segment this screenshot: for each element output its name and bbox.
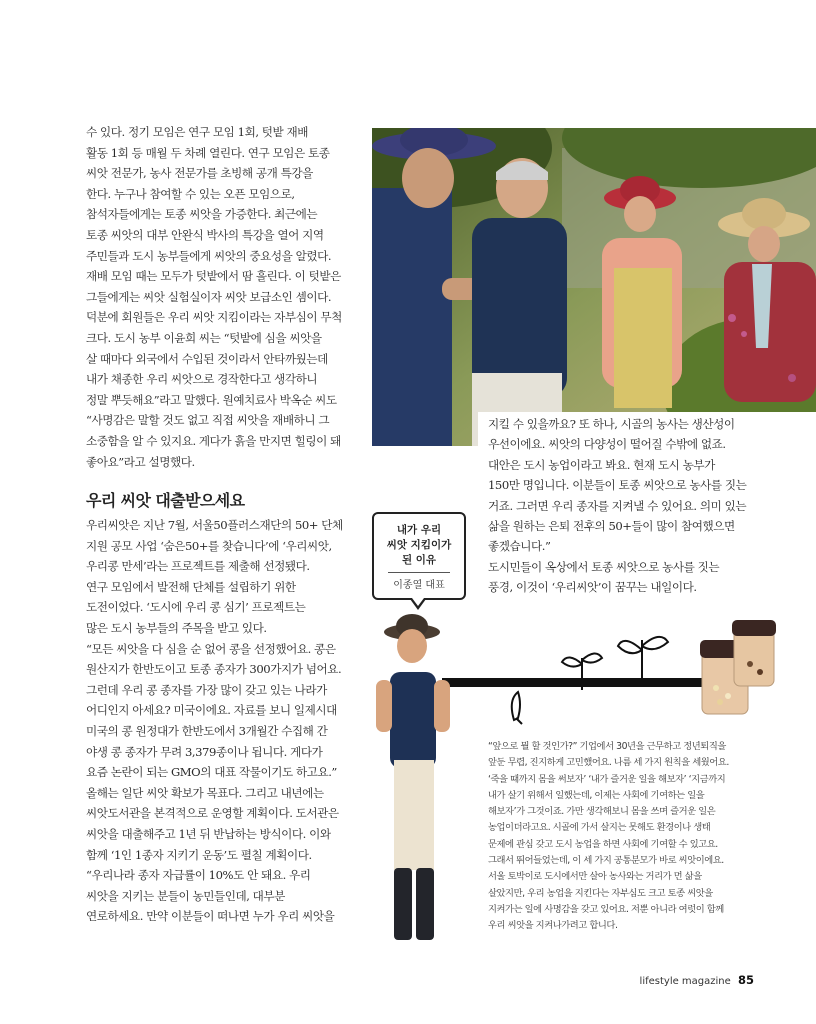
seedling-icon [618,637,668,678]
page-number: 85 [737,973,754,987]
article-paragraph-3: 지킬 수 있을까요? 또 하나, 시골의 농사는 생산성이 우선이에요. 씨앗의 다양성이 떨어질 수밖에 없죠. 대안은 도시 농업이라고 봐요. 현재 도시 농부가 150만 명입니다. 이분들이 토종 씨앗으로 농사를 짓는 거죠. 그러면 우리 종자를 지켜낼 수 있어요. 의미 있는 삶을 원하는 은퇴 전후의 50+들이 많이 참여했으면 좋겠습니다.” 도시민들이 옥상에서 토종 씨앗으로 농사를 짓는 풍경, 이것이 ‘우리씨앗’이 꿈꾸는 내일이다. [488,417,747,595]
seed-icon [512,692,522,724]
callout-bubble [372,512,466,600]
callout-title: 내가 우리 씨앗 지킴이가 된 이유 [386,524,452,566]
profile-photo-man [376,614,450,940]
magazine-name: lifestyle magazine [639,976,731,987]
article-paragraph-1: 수 있다. 정기 모임은 연구 모임 1회, 텃밭 재배 활동 1회 등 매월 두 차례 열린다. 연구 모임은 토종 씨앗 전문가, 농사 전문가를 초빙해 공개 특강을 한다. 누구나 참여할 수 있는 오픈 모임으로, 참석자들에게는 토종 씨앗을 가증한다. 최근에는 토종 씨앗의 대부 안완식 박사의 특강을 열어 지역 주민들과 도시 농부들에게 씨앗의 중요성을 알렸다. 재배 모임 때는 모두가 텃밭에서 땀 흘린다. 이 텃밭은 그들에게는 씨앗 실험실이자 씨앗 보급소인 셈이다. 덕분에 회원들은 우리 씨앗 지킴이라는 자부심이 무척 크다. 도시 농부 이윤희 씨는 “텃밭에 심을 씨앗을 살 때마다 외국에서 수입된 것이라서 안타까웠는데 내가 채종한 우리 씨앗으로 경작한다고 생각하니 정말 뿌듯해요”라고 말했다. 원예치료사 박옥순 씨도 “사명감은 말할 것도 없고 직접 씨앗을 재배하니 그 소중함을 알 수 있지요. 게다가 흙을 만지면 힐링이 돼 좋아요”라고 설명했다. [86,125,342,469]
callout-divider [388,572,450,573]
garden-photo [372,128,816,446]
callout-name: 이종열 대표 [393,580,445,591]
page-footer [640,973,754,987]
section-subheading: 우리 씨앗 대출받으세요 [86,491,245,511]
seed-jar-icon [700,620,776,714]
profile-quote: “앞으로 뭘 할 것인가?” 기업에서 30년을 근무하고 정년퇴직을 앞둔 무렵, 진지하게 고민했어요. 나름 세 가지 원칙을 세웠어요. ‘죽을 때까지 몸을 써보자’ ‘내가 즐거운 일을 해보자’ ‘지금까지 내가 살기 위해서 일했는데, 이제는 사회에 기여하는 일을 해보자’가 그것이죠. 가만 생각해보니 몸을 쓰며 즐거운 일은 농업이더라고요. 시골에 가서 살지는 못해도 환경이나 생태 문제에 관심 갖고 도시 농업을 하면 사회에 기여할 수 있고요. 그래서 뛰어들었는데, 이 세 가지 공통분모가 바로 씨앗이에요. 서울 토박이로 도시에서만 살아 농사와는 거리가 먼 삶을 살았지만, 우리 농업을 지킨다는 자부심도 크고 토종 씨앗을 지켜가는 일에 사명감을 갖고 있어요. 저뿐 아니라 여럿이 함께 우리 씨앗을 지켜나가려고 합니다. [488,741,729,932]
article-paragraph-2: 우리씨앗은 지난 7월, 서울50플러스재단의 50+ 단체 지원 공모 사업 ‘숨은50+를 찾습니다’에 ‘우리씨앗, 우리콩 만세’라는 프로젝트를 제출해 선정됐다. 연구 모임에서 발전해 단체를 설립하기 위한 도전이었다. ‘도시에 우리 콩 심기’ 프로젝트는 많은 도시 농부들의 주목을 받고 있다. “모든 씨앗을 다 심을 순 없어 콩을 선정했어요. 콩은 원산지가 한반도이고 토종 종자가 300가지가 넘어요. 그런데 우리 콩 종자를 가장 많이 갖고 있는 나라가 어디인지 아세요? 미국이에요. 자료를 보니 일제시대 미국의 콩 원정대가 한반도에서 3개월간 수집해 간 야생 콩 종자가 무려 3,379종이나 됩니다. 게다가 요즘 논란이 되는 GMO의 대표 작물이기도 하고요.” 올해는 일단 씨앗 확보가 목표다. 그리고 내년에는 씨앗도서관을 본격적으로 운영할 계획이다. 도서관은 씨앗을 대출해주고 1년 뒤 반납하는 방식이다. 이와 함께 ‘1인 1종자 지키기 운동’도 펼칠 계획이다. “우리나라 종자 자급률이 10%도 안 돼요. 우리 씨앗을 지키는 분들이 농민들인데, 대부분 연로하세요. 만약 이분들이 떠나면 누가 우리 씨앗을 [86,518,343,924]
left-column [86,122,364,927]
